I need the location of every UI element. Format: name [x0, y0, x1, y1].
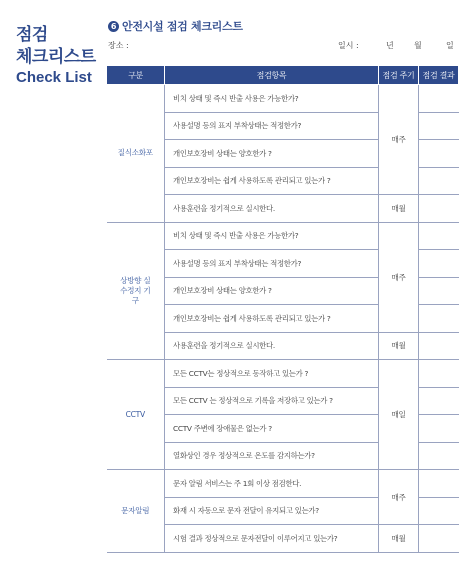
check-item: 사용훈련을 정기적으로 실시한다.: [165, 195, 379, 223]
check-item: 사용설명 등의 표지 부착상태는 적정한가?: [165, 112, 379, 140]
result-cell[interactable]: [419, 277, 459, 305]
result-cell[interactable]: [419, 195, 459, 223]
section-number-badge: 6: [108, 21, 119, 32]
table-row: [107, 360, 459, 388]
result-cell[interactable]: [419, 167, 459, 195]
category-cell: 문자알림: [107, 470, 165, 553]
sidebar-title-ko-1: 점검: [16, 25, 48, 45]
check-item: 개인보호장비는 쉽게 사용하도록 관리되고 있는가 ?: [165, 167, 379, 195]
cycle-cell: 매월: [379, 525, 419, 553]
header-item: 점검항목: [165, 66, 379, 85]
check-item: 비치 상태 및 즉시 반출 사용은 가능한가?: [165, 85, 379, 113]
check-item: 모든 CCTV는 정상적으로 동작하고 있는가 ?: [165, 360, 379, 388]
check-item: 비치 상태 및 즉시 반출 사용은 가능한가?: [165, 222, 379, 250]
year-label: 년: [386, 41, 394, 50]
result-cell[interactable]: [419, 497, 459, 525]
location-label: 장소 :: [108, 41, 129, 50]
header-cycle: 점검 주기: [379, 66, 419, 85]
result-cell[interactable]: [419, 332, 459, 360]
check-item: 시험 결과 정상적으로 문자전달이 이루어지고 있는가?: [165, 525, 379, 553]
header-result: 점검 결과: [419, 66, 459, 85]
cycle-cell: 매월: [379, 332, 419, 360]
date-label: 일시 :: [338, 41, 359, 50]
cycle-cell: 매주: [379, 222, 419, 332]
cycle-cell: 매주: [379, 470, 419, 525]
cycle-cell: 매주: [379, 85, 419, 195]
result-cell[interactable]: [419, 470, 459, 498]
month-label: 월: [414, 41, 422, 50]
cycle-cell: 매일: [379, 360, 419, 470]
table-row: [107, 222, 459, 250]
sidebar-title-ko-2: 체크리스트: [16, 47, 96, 67]
check-item: 사용훈련을 정기적으로 실시한다.: [165, 332, 379, 360]
category-cell: CCTV: [107, 360, 165, 470]
check-item: 열화상인 경우 정상적으로 온도를 감지하는가?: [165, 442, 379, 470]
result-cell[interactable]: [419, 525, 459, 553]
result-cell[interactable]: [419, 112, 459, 140]
table-header-row: [107, 66, 459, 85]
header-category: 구분: [107, 66, 165, 85]
category-cell: 질식소화포: [107, 85, 165, 223]
check-item: 모든 CCTV 는 정상적으로 기록을 저장하고 있는가 ?: [165, 387, 379, 415]
result-cell[interactable]: [419, 415, 459, 443]
checklist-table: [106, 65, 459, 553]
result-cell[interactable]: [419, 85, 459, 113]
page-title: [108, 18, 243, 34]
check-item: CCTV 주변에 장애물은 없는가 ?: [165, 415, 379, 443]
table-row: [107, 470, 459, 498]
check-item: 문자 알림 서비스는 주 1회 이상 점검한다.: [165, 470, 379, 498]
result-cell[interactable]: [419, 140, 459, 168]
result-cell[interactable]: [419, 442, 459, 470]
check-item: 화재 시 자동으로 문자 전달이 유지되고 있는가?: [165, 497, 379, 525]
cycle-cell: 매월: [379, 195, 419, 223]
table-row: [107, 85, 459, 113]
check-item: 사용설명 등의 표지 부착상태는 적정한가?: [165, 250, 379, 278]
result-cell[interactable]: [419, 387, 459, 415]
result-cell[interactable]: [419, 222, 459, 250]
sidebar-title-en: Check List: [16, 69, 92, 86]
category-cell: 상방향 실수정지 기구: [107, 222, 165, 360]
result-cell[interactable]: [419, 250, 459, 278]
day-label: 일: [446, 41, 454, 50]
result-cell[interactable]: [419, 360, 459, 388]
check-item: 개인보호장비 상태는 양호한가 ?: [165, 140, 379, 168]
check-item: 개인보호장비는 쉽게 사용하도록 관리되고 있는가 ?: [165, 305, 379, 333]
sidebar-title: [16, 24, 96, 88]
result-cell[interactable]: [419, 305, 459, 333]
check-item: 개인보호장비 상태는 양호한가 ?: [165, 277, 379, 305]
page-title-text: 안전시설 점검 체크리스트: [122, 20, 243, 33]
